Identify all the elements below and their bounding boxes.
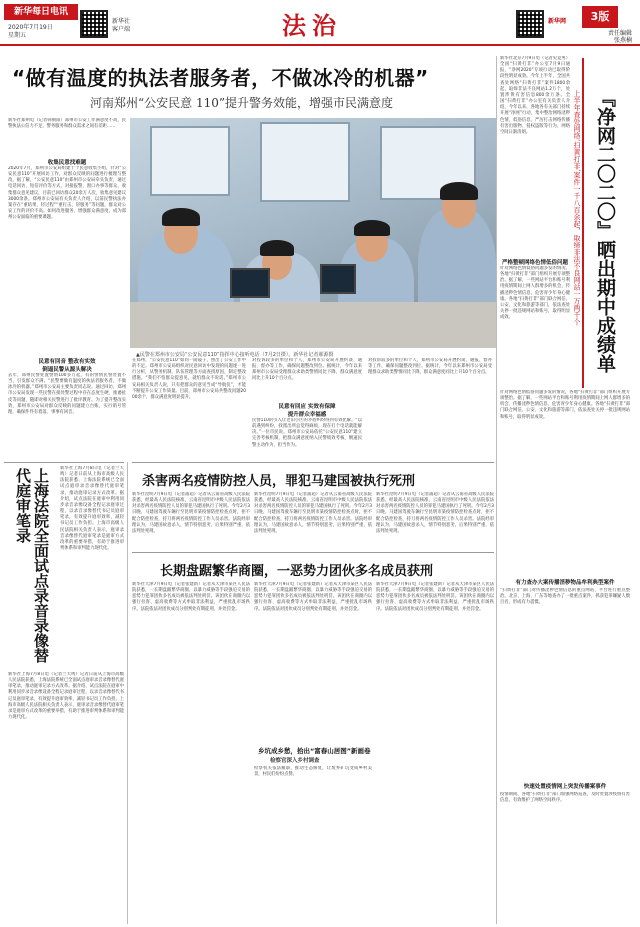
page-number: 3版 <box>582 6 618 28</box>
main-story-col-3: 在郑州，“公安民意110”如同一面镜子，照出了公安工作中的不足。郑州市公安局组织对民意回访中发现的问题逐一进行分析，从警务机制、队伍管理等方面查找原因，制定整改措施。“我们不怕群众提意见，就怕群众不说话。”郑州市公安局相关负责人说，只有把群众的意见当成“导航仪”，才能不断提升公安工作质量。目前，郑州市公安局共整改问题2000余个，群众满意度明显提升。 <box>132 358 246 400</box>
left-story-lead: 新华社上海7月8日电（记者兰天鸣）记者日前从上海市高级人民法院获悉，上海法院系统已全面试点庭审录音录像替代庭审笔录，推动庭审记录方式改革。据介绍，试点法院在庭审中利用同步录音录像设备全程记录庭审过程，以录音录像替代书记员庭审笔录，有效提升庭审效率，减轻书记员工作负担。上海市高级人民法院相关负责人表示，庭审录音录像替代庭审笔录是庭审方式改革的重要举措，有助于推进审判体系和审判能力现代化。 <box>60 466 124 552</box>
column-divider <box>496 56 497 924</box>
qr-label-line-1: 新华社 <box>112 18 131 25</box>
low-story-col-1: 新华社天津7月9日电（记者张建新）记者从天津市某区人民法院获悉，一长期盘踞繁华商圈、以暴力威胁等手段强迫交易的恶势力犯罪团伙多名成员被依法判处刑罚。该团伙在商圈内以强行拉客、虚高收费等方式牟取非法利益，严重扰乱市场秩序。法院依法对团伙成员分别判处有期徒刑，并处罚金。 <box>132 582 250 612</box>
qr-label-right: 新华网 <box>548 18 567 25</box>
main-story-col-4a: 对投诉较多的单位和个人，郑州市公安局开展约谈、通报、督办等工作，确保问题整改到位。据统计，今年以来郑州市公安局受理群众求助类警情同比下降，群众满意度同比上升10个百分点。 <box>252 358 362 382</box>
qr-label <box>112 18 130 34</box>
mid-story-col-3: 新华社昆明7月9日电（记者浦超）记者从云南省高级人民法院获悉，经最高人民法院核准，云南省昆明市中级人民法院依法对杀害两名疫情防控人员的罪犯马建国执行了死刑。今年2月3日晚，马建国驾驶车辆行至昆明市某疫情防控检查点时，拒不配合防控检查，持刀将两名疫情防控工作人员杀害。法院经审理认为，马建国故意杀人，情节特别恶劣，后果特别严重，依法判处死刑。 <box>376 492 494 534</box>
news-photo <box>130 118 496 348</box>
main-story-col-5: 对投诉较多的单位和个人，郑州市公安局开展约谈、通报、督办等工作，确保问题整改到位。据统计，今年以来郑州市公安局受理群众求助类警情同比下降，群众满意度同比上升10个百分点。 <box>368 358 492 376</box>
section-divider <box>132 552 494 553</box>
right-story-subtitle: 上半年查处网络‘扫黄打非’案件一千八百余起，取缔非法不良网站一万两千个 <box>573 90 581 326</box>
photo-monitor <box>320 264 356 294</box>
main-headline: “做有温度的执法者服务者，不做冰冷的机器” <box>12 66 429 90</box>
right-story-col-1b: 针对网络色情低俗问题多发的情况，各地“扫黄打非”部门组织开展专项整治。据了解，一些网站平台和账号利用疫情期间上网人群增多的机会，传播淫秽色情信息，危害青少年身心健康。各地“扫黄打非”部门联合网信、公安、文化和旅游等部门，依法查处关停一批违规网站和账号，取得明显成效。 <box>500 390 630 420</box>
section-divider <box>132 462 494 463</box>
main-story-subhead-2: 民意有回音 整改有实效 <box>38 359 96 365</box>
main-story-col-4: 民警110的引入让老旧小区的矛盾纠纷得到有效化解。“以前遇到纠纷，找派出所总觉得麻烦，现在打个电话就能解决。”一位市民说。郑州市公安局依托“公安民意110”建立完善考核机制，把群众满意度纳入民警绩效考核，倒逼民警主动作为、担当作为。 <box>252 418 362 448</box>
mid-story-col-1: 新华社昆明7月9日电（记者浦超）记者从云南省高级人民法院获悉，经最高人民法院核准，云南省昆明市中级人民法院依法对杀害两名疫情防控人员的罪犯马建国执行了死刑。今年2月3日晚，马建国驾驶车辆行至昆明市某疫情防控检查点时，拒不配合防控检查，持刀将两名疫情防控工作人员杀害。法院经审理认为，马建国故意杀人，情节特别恶劣，后果特别严重，依法判处死刑。 <box>132 492 250 534</box>
main-story-subhead-5: 提升群众幸福感 <box>287 412 327 418</box>
right-story-intro: 新华社北京7月9日电（记者史竞男）全国“扫黄打非”办公室7月9日通报，“净网2020”专项行动已取得阶段性明显成效。今年上半年，全国共查处网络“扫黄打非”案件1800余起，取缔非法不良网站1.2万个，处置涉黄有害信息800余万条。全国“扫黄打非”办公室有关负责人介绍，今年以来，各地各有关部门持续开展“净网”行动，集中整治网络淫秽色情、低俗信息，严厉打击网络传播有害出版物、侵权盗版等行为，网络空间日渐清朗。 <box>500 56 570 135</box>
low-story-col-2b: 检察机关依法履职，推动生态修复，让废弃矿坑变成乡村美景，村民们纷纷点赞。 <box>254 766 372 778</box>
right-story-subhead-2: 有力查办大案传播淫秽物品牟利典型案件 <box>515 580 615 586</box>
qr-code-icon[interactable] <box>80 10 108 38</box>
right-story-col-1: 针对网络色情低俗问题多发的情况，各地“扫黄打非”部门组织开展专项整治。据了解，一些网站平台和账号利用疫情期间上网人群增多的机会，传播淫秽色情信息，危害青少年身心健康。各地“扫黄打非”部门联合网信、公安、文化和旅游等部门，依法查处关停一批违规网站和账号，取得明显成效。 <box>500 266 570 321</box>
photo-caption: ▲民警在郑州市公安局“公安民意110”指挥中心接听电话（7月2日摄）。新华社记者郝源摄 <box>136 352 334 358</box>
photo-window <box>260 122 350 202</box>
low-story-inline-sub: 检察官深入乡村调查 <box>270 758 320 764</box>
qr-code-icon-right[interactable] <box>516 10 544 38</box>
main-story-col-2: 去年，郑州民警处置警情100多万起，有的警情民警处置不当，引发群众不满。“民警要做有温度的执法者服务者，不做冰冷的机器。”郑州市公安局主要负责同志说。通过回访，郑州市公安局发现一些民警在接处警过程中存在态度生硬、推诿扯皮等问题，随即对相关民警进行了批评教育。为了提升整改实效，郑州市公安局对群众反映的问题建立台账，实行销号管理，确保件件有着落、事事有回音。 <box>8 373 126 415</box>
issue-date <box>8 24 53 40</box>
low-story-inline-head: 乡坑成乡愁，拾出“富春山居图”新画卷 <box>258 747 371 755</box>
main-story-byline: 新华社郑州电（记者韩朝阳）郑州市公安工作满意度不高，民警执法公信力不足，警务服务和群众需求之间有差距…… <box>8 118 126 130</box>
editor-name: 张燕楠 <box>613 37 632 44</box>
main-story-subhead-4: 民意有回应 实效有保障 <box>278 404 336 410</box>
editor-label: 责任编辑 <box>607 30 632 37</box>
low-story-title: 长期盘踞繁华商圈，一恶势力团伙多名成员获刑 <box>160 564 434 579</box>
column-divider <box>127 462 128 924</box>
photo-officer-hair <box>440 182 478 200</box>
photo-monitor <box>230 268 270 298</box>
right-title-bar <box>582 58 584 388</box>
mid-story-title: 杀害两名疫情防控人员，罪犯马建国被执行死刑 <box>142 474 416 489</box>
editor-credit <box>608 30 632 44</box>
left-story-body: 新华社上海7月8日电（记者兰天鸣）记者日前从上海市高级人民法院获悉，上海法院系统已全面试点庭审录音录像替代庭审笔录，推动庭审记录方式改革。据介绍，试点法院在庭审中利用同步录音录像设备全程记录庭审过程，以录音录像替代书记员庭审笔录，有效提升庭审效率，减轻书记员工作负担。上海市高级人民法院相关负责人表示，庭审录音录像替代庭审笔录是庭审方式改革的重要举措，有助于推进审判体系和审判能力现代化。 <box>8 672 124 721</box>
photo-desk <box>130 302 496 348</box>
photo-window <box>150 126 230 196</box>
right-story-col-3: 疫情期间，各地“扫黄打非”部门加强网络巡查，及时处置涉疫情有害信息，有效维护了网络空间秩序。 <box>500 792 630 804</box>
right-story-subhead-1: 严格整顿网络色情低俗问题 <box>501 260 568 266</box>
newspaper-brand: 新华每日电讯 <box>4 4 78 20</box>
section-divider <box>4 462 124 463</box>
qr-label-line-2: 客户端 <box>112 26 131 33</box>
right-story-subhead-3: 快速处置疫情网上突发传播案事件 <box>523 784 607 790</box>
main-story-subhead-1: 收集民意找难题 <box>47 160 87 166</box>
masthead <box>0 0 640 46</box>
right-story-col-2: “扫黄打非”部门对传播淫秽色情信息的重点网站、平台进行重点整治。北京、上海、广东等地查办了一批重点案件，抓获犯罪嫌疑人数百名，形成有力震慑。 <box>500 588 630 606</box>
date-text: 2020年7月19日 <box>8 24 53 31</box>
photo-officer-hair <box>260 240 294 256</box>
low-story-col-2: 新华社天津7月9日电（记者张建新）记者从天津市某区人民法院获悉，一长期盘踞繁华商圈、以暴力威胁等手段强迫交易的恶势力犯罪团伙多名成员被依法判处刑罚。该团伙在商圈内以强行拉客、虚高收费等方式牟取非法利益，严重扰乱市场秩序。法院依法对团伙成员分别判处有期徒刑，并处罚金。 <box>254 582 372 612</box>
section-title: 法治 <box>282 11 342 40</box>
main-subheadline: 河南郑州“公安民意 110”提升警务效能，增强市民满意度 <box>90 96 393 110</box>
weekday-text: 星期五 <box>8 32 27 39</box>
photo-officer-hair <box>162 208 200 226</box>
main-story-subhead-3: 倒逼民警从源头解决 <box>42 367 92 373</box>
right-story-title: 『净网二〇二〇』晒出期中成绩单 <box>594 88 616 373</box>
mid-story-col-2: 新华社昆明7月9日电（记者浦超）记者从云南省高级人民法院获悉，经最高人民法院核准，云南省昆明市中级人民法院依法对杀害两名疫情防控人员的罪犯马建国执行了死刑。今年2月3日晚，马建国驾驶车辆行至昆明市某疫情防控检查点时，拒不配合防控检查，持刀将两名疫情防控工作人员杀害。法院经审理认为，马建国故意杀人，情节特别恶劣，后果特别严重，依法判处死刑。 <box>254 492 372 534</box>
photo-officer-hair <box>354 220 390 236</box>
low-story-col-3: 新华社天津7月9日电（记者张建新）记者从天津市某区人民法院获悉，一长期盘踞繁华商圈、以暴力威胁等手段强迫交易的恶势力犯罪团伙多名成员被依法判处刑罚。该团伙在商圈内以强行拉客、虚高收费等方式牟取非法利益，严重扰乱市场秩序。法院依法对团伙成员分别判处有期徒刑，并处罚金。 <box>376 582 494 612</box>
left-story-title: 上海法院全面试点录音录像替代庭审笔录 <box>14 468 50 663</box>
main-story-col-1: 2020年7月，郑州市公安局组建十个民意收集小组，针对“公安民意110”开展回访工作，对群众反映的问题进行梳理与整改。据了解，“公安民意110”由郑州市公安局牵头负责，通过电话回访、短信评价等方式，对接报警、窗口办事等群众，收集群众意见建议，目前已回访群众20余万人次，收集意见建议3000余条。郑州市公安局有关负责人介绍，以前民警执法办案存在“重结果、轻过程”“重打击、轻服务”等问题，群众对公安工作的评价不高。如何改进服务，增强群众满意度，成为郑州公安面临的重要课题。 <box>8 166 126 221</box>
